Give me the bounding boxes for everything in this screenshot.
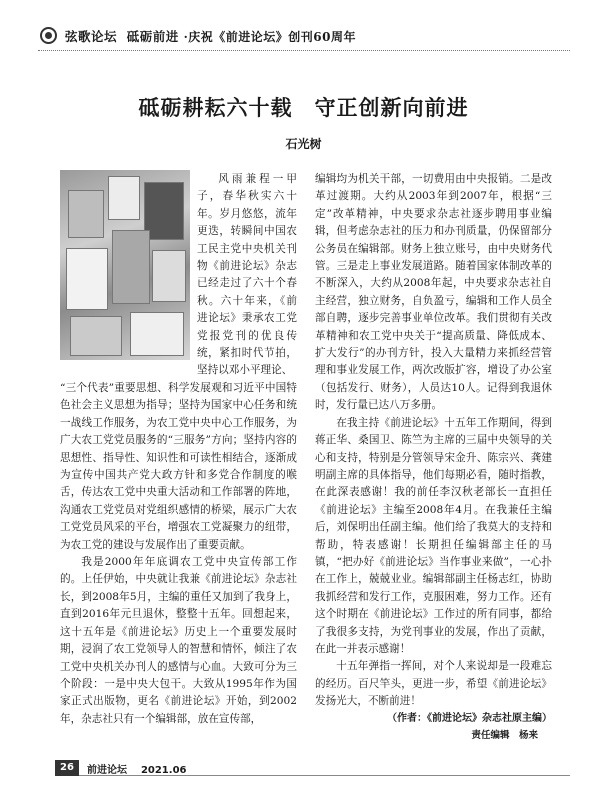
header-divider bbox=[38, 50, 570, 51]
footer-text bbox=[87, 761, 186, 776]
cover-image bbox=[66, 248, 108, 310]
article-author: 石光树 bbox=[285, 137, 322, 151]
circle-logo-icon bbox=[40, 27, 57, 44]
body-paragraph-5: 十五年弹指一挥间，对个人来说却是一段难忘的经历。百尺竿头，更进一步，希望《前进论坛》发扬光大，不断前进！ bbox=[315, 660, 552, 708]
page-number: 26 bbox=[55, 760, 79, 776]
cover-image bbox=[68, 190, 104, 238]
cover-image bbox=[112, 230, 150, 304]
header-column: 砥砺前进 bbox=[126, 29, 179, 44]
body-paragraph-3: 编辑均为机关干部，一切费用由中央报销。二是改革过渡期。大约从2003年到2007年，根据“三定”改革精神，中央要求杂志社逐步聘用事业编辑，但考虑杂志社的压力和办刊质量，仍保留部分公务员在编辑部。财务上独立账号，由中央财务代管。三是走上事业发展道路。随着国家体制改革的不断深入，大约从2008年起，中央要求杂志社自主经营，独立财务，自负盈亏，编辑和工作人员全部自聘，逐步完善事业单位改革。我们贯彻有关改革精神和农工党中央关于“提高质量、降低成本、扩大发行”的办刊方针，投入大量精力来抓经营管理和事业发展工作，两次改版扩容，增设了办公室（包括发行、财务），人员达10人。记得到我退休时，发行量已达八万多册。 bbox=[315, 173, 552, 412]
header-section: 弦歌论坛 bbox=[65, 29, 118, 44]
responsible-editor: 责任编辑 杨来 bbox=[471, 730, 538, 741]
magazine-covers-photo bbox=[60, 170, 190, 360]
intro-paragraph-rest: “三个代表”重要思想、科学发展观和习近平中国特色社会主义思想为指导；坚持为国家中心任务和统一战线工作服务，为农工党中央中心工作服务，为广大农工党党员服务的“三服务”方向；坚持内容的思想性、指导性、知识性和可读性相结合，逐渐成为宣传中国共产党大政方针和多党合作制度的喉舌，传达农工党中央重大活动和工作部署的阵地，沟通农工党党员对党组织感情的桥梁，展示广大农工党党员风采的平台，增强农工党凝聚力的纽带，为农工党的建设与发展作出了重要贡献。 bbox=[60, 382, 297, 551]
page-footer bbox=[55, 760, 570, 776]
footer-issue: 2021.06 bbox=[140, 765, 187, 776]
cover-image bbox=[108, 176, 140, 220]
page-header bbox=[40, 24, 570, 50]
author-signoff: （作者：《前进论坛》杂志社原主编） bbox=[387, 713, 552, 724]
intro-paragraph-start: 风雨兼程一甲子，春华秋实六十年。岁月悠悠，流年更迭，转瞬间中国农工民主党中央机关刊物《前进论坛》杂志已经走过了六十个春秋。六十年来，《前进论坛》秉承农工党党报党刊的优良传统，紧扣时代节拍，坚持以邓小平理论、 bbox=[197, 173, 297, 377]
cover-image bbox=[144, 182, 184, 240]
cover-image bbox=[152, 250, 186, 302]
cover-image bbox=[70, 316, 122, 356]
right-column bbox=[315, 171, 552, 711]
header-text bbox=[65, 27, 356, 45]
intro-side-column bbox=[197, 171, 297, 380]
cover-image bbox=[130, 312, 184, 356]
footer-divider bbox=[79, 775, 570, 776]
left-column bbox=[60, 380, 297, 728]
body-paragraph-2: 我是2000年年底调农工党中央宣传部工作的。上任伊始，中央就让我兼《前进论坛》杂志社长，到2008年5月，主编的重任又加到了我身上，直到2016年元旦退休，整整十五年。回想起来，这十五年是《前进论坛》历史上一个重要发展时期，浸润了农工党领导人的智慧和情怀，倾注了农工党中央机关办刊人的感情与心血。大致可分为三个阶段：一是中央大包干。大致从1995年作为国家正式出版物，更名《前进论坛》开始，到2002年，杂志社只有一个编辑部，放在宣传部， bbox=[60, 556, 297, 725]
article-title: 砥砺耕耘六十载 守正创新向前进 bbox=[138, 96, 469, 120]
footer-journal: 前进论坛 bbox=[87, 765, 127, 776]
body-paragraph-4: 在我主持《前进论坛》十五年工作期间，得到蒋正华、桑国卫、陈竺为主席的三届中央领导的关心和支持，特别是分管领导宋金升、陈宗兴、龚建明副主席的具体指导，他们每期必看，随时指教，在此深表感谢！我的前任李汉秋老部长一直担任《前进论坛》主编至2008年4月。在我兼任主编后，刘保明出任副主编。他们给了我莫大的支持和帮助，特表感谢！长期担任编辑部主任的马镇，“把办好《前进论坛》当作事业来做”，一心扑在工作上，兢兢业业。编辑部副主任杨志红，协助我抓经营和发行工作，克服困难，努力工作。还有这个时期在《前进论坛》工作过的所有同事，都给了我很多支持，为党刊事业的发展，作出了贡献，在此一并表示感谢！ bbox=[315, 416, 552, 655]
header-subtitle: ·庆祝《前进论坛》创刊60周年 bbox=[183, 30, 356, 44]
